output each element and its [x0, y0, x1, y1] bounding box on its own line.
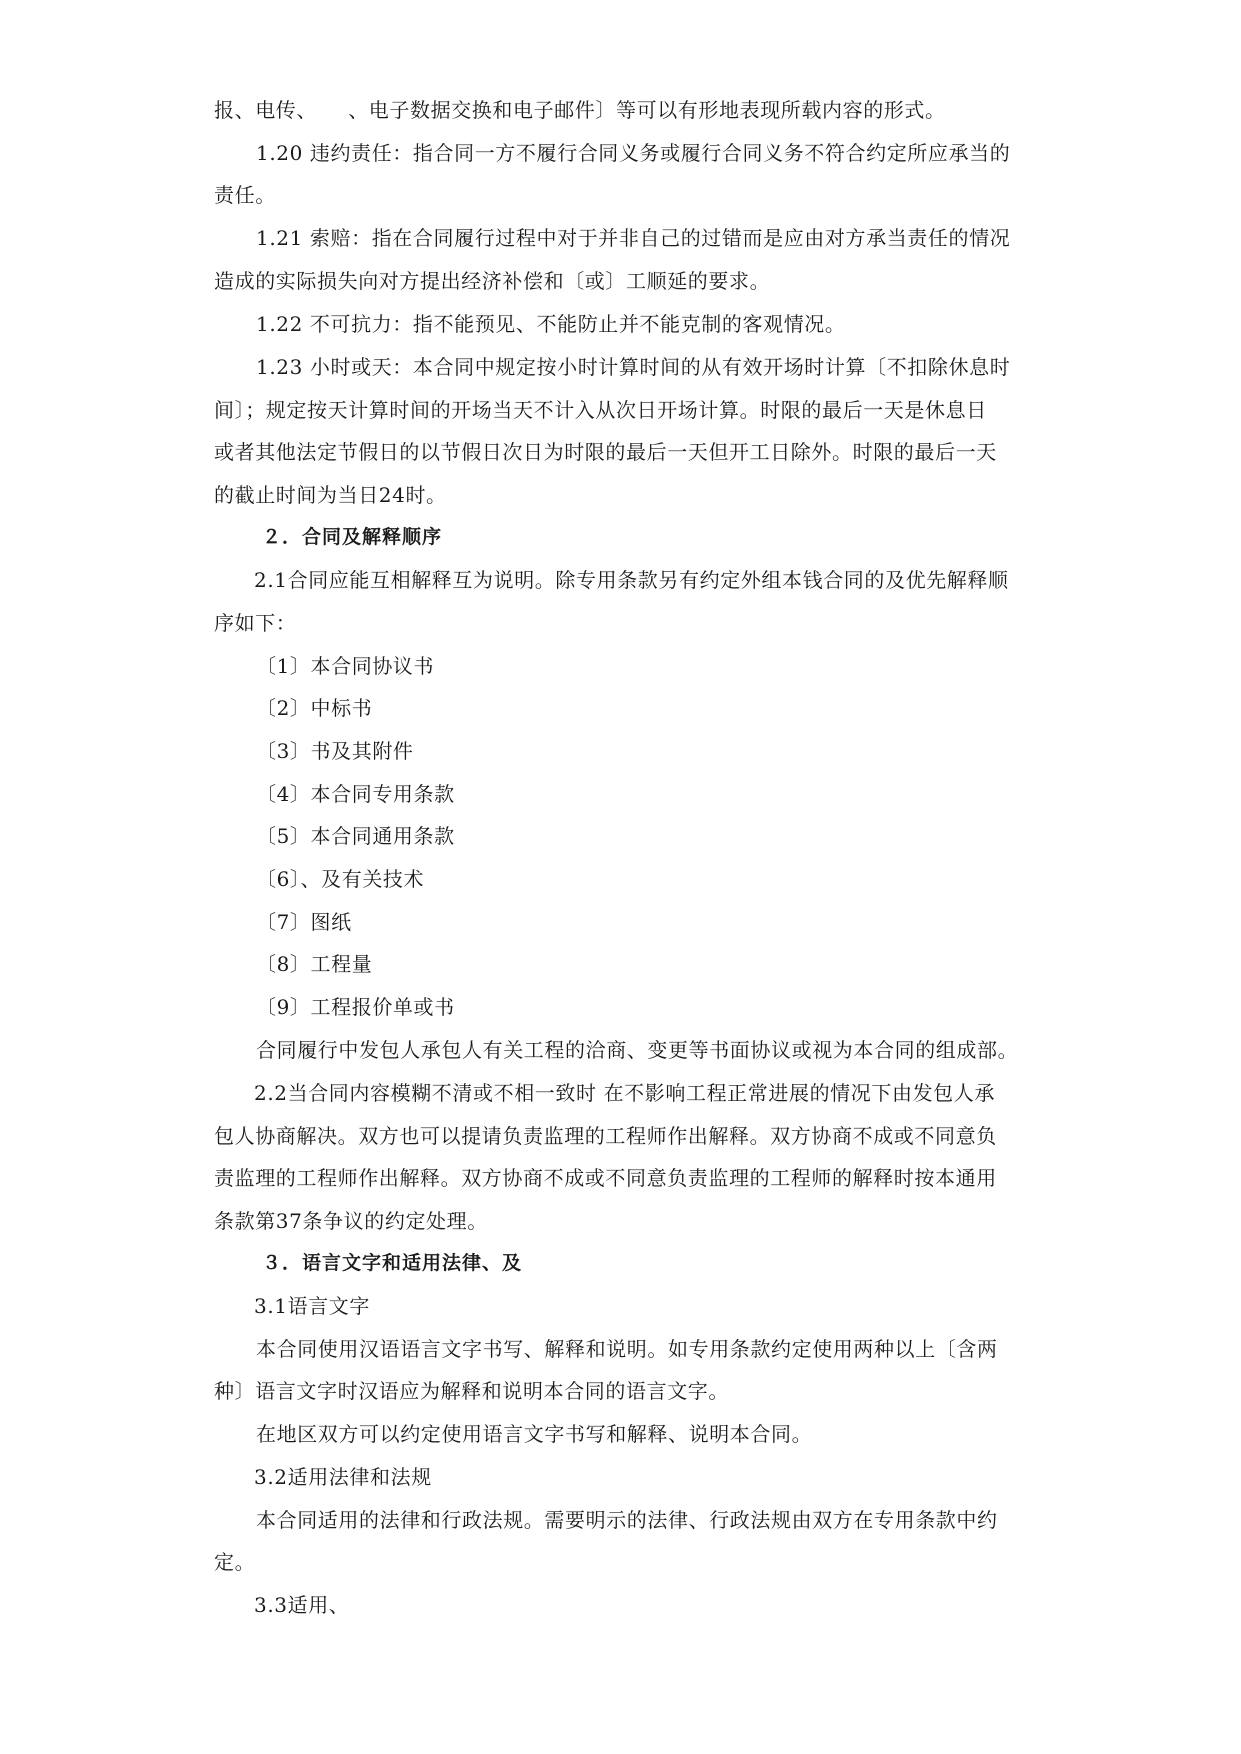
- clause-3-3: 3.3适用、: [254, 1593, 350, 1617]
- text-line: 本合同适用的法律和行政法规。需要明示的法律、行政法规由双方在专用条款中约: [256, 1508, 998, 1532]
- list-item: 〔5〕本合同通用条款: [256, 824, 455, 848]
- list-item: 〔3〕书及其附件: [256, 739, 414, 763]
- text-line: 种〕语言文字时汉语应为解释和说明本合同的语言文字。: [214, 1379, 729, 1403]
- text-line: 或者其他法定节假日的以节假日次日为时限的最后一天但开工日除外。时限的最后一天: [214, 440, 997, 464]
- text-line: 责任。: [214, 183, 276, 207]
- clause-2-2: 2.2当合同内容模糊不清或不相一致时 在不影响工程正常进展的情况下由发包人承: [254, 1081, 995, 1105]
- clause-1-20: 1.20 违约责任：指合同一方不履行合同义务或履行合同义务不符合约定所应承当的: [256, 141, 1011, 165]
- section-heading-2: ２．合同及解释顺序: [262, 526, 443, 548]
- list-item: 〔1〕本合同协议书: [256, 654, 435, 678]
- list-item: 〔8〕工程量: [256, 952, 373, 976]
- clause-1-23: 1.23 小时或天：本合同中规定按小时计算时间的从有效开场时计算〔不扣除休息时: [256, 355, 1011, 379]
- text-line: 的截止时间为当日24时。: [214, 483, 447, 507]
- section-heading-3: ３．语言文字和适用法律、及: [262, 1252, 523, 1274]
- text-line: 定。: [214, 1550, 256, 1574]
- text-line: 责监理的工程师作出解释。双方协商不成或不同意负责监理的工程师的解释时按本通用: [214, 1166, 997, 1190]
- list-item: 〔4〕本合同专用条款: [256, 782, 455, 806]
- text-line: 间〕；规定按天计算时间的开场当天不计入从次日开场计算。时限的最后一天是休息日: [214, 398, 987, 422]
- list-item: 〔2〕中标书: [256, 696, 373, 720]
- text-line: 序如下：: [214, 611, 297, 635]
- text-line: 造成的实际损失向对方提出经济补偿和〔或〕工顺延的要求。: [214, 269, 771, 293]
- list-item: 〔9〕工程报价单或书: [256, 995, 455, 1019]
- text-line: 本合同使用汉语语言文字书写、解释和说明。如专用条款约定使用两种以上〔含两: [256, 1337, 998, 1361]
- list-item: 〔7〕图纸: [256, 910, 352, 934]
- clause-2-1: 2.1合同应能互相解释互为说明。除专用条款另有约定外组本钱合同的及优先解释顺: [254, 568, 1009, 592]
- text-line: 条款第37条争议的约定处理。: [214, 1209, 488, 1233]
- clause-1-22: 1.22 不可抗力：指不能预见、不能防止并不能克制的客观情况。: [256, 312, 846, 336]
- clause-1-21: 1.21 索赔：指在合同履行过程中对于并非自己的过错而是应由对方承当责任的情况: [256, 226, 1011, 250]
- text-line: 合同履行中发包人承包人有关工程的洽商、变更等书面协议或视为本合同的组成部。: [256, 1038, 1019, 1062]
- text-line: 包人协商解决。双方也可以提请负责监理的工程师作出解释。双方协商不成或不同意负: [214, 1124, 997, 1148]
- clause-3-2: 3.2适用法律和法规: [254, 1465, 432, 1489]
- text-line: 报、电传、 、电子数据交换和电子邮件〕等可以有形地表现所载内容的形式。: [214, 98, 946, 122]
- text-line: 在地区双方可以约定使用语言文字书写和解释、说明本合同。: [256, 1422, 813, 1446]
- clause-3-1: 3.1语言文字: [254, 1294, 371, 1318]
- list-item: 〔6〕、及有关技术: [256, 867, 425, 891]
